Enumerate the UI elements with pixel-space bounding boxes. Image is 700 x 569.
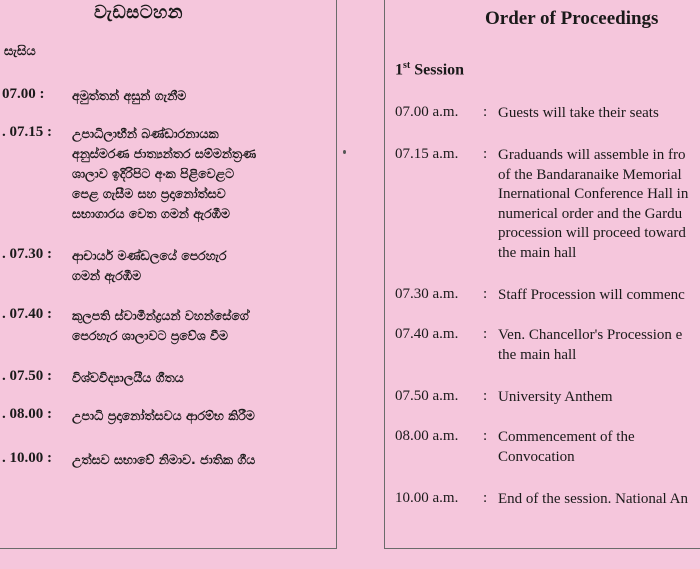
english-session-label <box>395 60 464 79</box>
desc-line: Graduands will assemble in fro <box>498 147 686 163</box>
desc-line: the main hall <box>498 346 577 363</box>
english-program-panel <box>384 0 700 549</box>
desc-line: ආචාර්ය මණ්ඩලයේ පෙරහැර <box>72 248 227 263</box>
desc-line: පෙළ ගැසීම සහ ප්‍රදානෝත්සව <box>72 186 226 201</box>
session-ordinal-suffix: st <box>403 60 411 71</box>
item-time: 07.15 a.m. <box>395 146 459 162</box>
item-time: 07.30 a.m. <box>395 286 459 302</box>
desc-line: විශ්වවිද්‍යාලයීය ගීතය <box>72 370 184 385</box>
desc-line: අමුත්තන් අසුන් ගැනීම <box>72 88 187 103</box>
session-word: Session <box>410 61 465 79</box>
item-description <box>72 368 312 388</box>
item-description <box>72 450 312 470</box>
desc-line: අනුස්මරණ ජාත්‍යන්තර සම්මන්ත්‍රණ <box>72 146 257 161</box>
item-time: . 07.15 : <box>2 124 52 140</box>
desc-line: Guests will take their seats <box>498 105 659 121</box>
item-time: . 07.50 : <box>2 368 52 384</box>
desc-line: පෙරහැර ශාලාවට ප්‍රවේශ වීම <box>72 328 229 343</box>
item-time: . 10.00 : <box>2 450 52 466</box>
item-time: 07.00 : <box>2 86 45 102</box>
desc-line: procession will proceed toward <box>498 225 686 241</box>
desc-line: Ven. Chancellor's Procession e <box>498 327 683 343</box>
item-time: 08.00 a.m. <box>395 428 459 444</box>
item-colon: : <box>483 326 488 342</box>
sinhala-session-label: සැසිය <box>4 44 36 59</box>
session-number: 1 <box>395 61 403 79</box>
item-time: 07.50 a.m. <box>395 388 459 404</box>
desc-line: Commencement of the <box>498 429 635 445</box>
item-colon: : <box>483 490 488 506</box>
item-description <box>498 104 700 124</box>
item-description <box>498 388 700 408</box>
item-colon: : <box>483 286 488 302</box>
item-colon: : <box>483 428 488 444</box>
item-time: . 07.40 : <box>2 306 52 322</box>
item-colon: : <box>483 146 488 162</box>
item-description <box>72 86 312 106</box>
desc-line: උපාධි ප්‍රදානෝත්සවය ආරම්භ කිරීම <box>72 408 255 423</box>
item-time: . 07.30 : <box>2 246 52 262</box>
desc-line: End of the session. National An <box>498 491 688 507</box>
desc-line: ශාලාව ඉදිරිපිට අංක පිළිවෙළට <box>72 166 235 181</box>
item-description <box>72 124 312 224</box>
desc-line: the main hall <box>498 244 577 261</box>
desc-line: Inernational Conference Hall in <box>498 186 689 202</box>
item-time: 07.40 a.m. <box>395 326 459 342</box>
desc-line: ගමන් ඇරඹීම <box>72 268 142 283</box>
desc-line: කුලපති ස්වාමීන්ද්‍රයන් වහන්සේගේ <box>72 308 249 323</box>
item-description <box>498 428 700 467</box>
item-description <box>498 286 700 306</box>
item-description <box>498 326 700 365</box>
item-time: 07.00 a.m. <box>395 104 459 120</box>
desc-line: numerical order and the Gardu <box>498 205 683 222</box>
desc-line: of the Bandaranaike Memorial <box>498 166 682 183</box>
english-title: Order of Proceedings <box>485 8 659 29</box>
item-time: 10.00 a.m. <box>395 490 459 506</box>
desc-line: උපාධිලාභීන් බණ්ඩාරනායක <box>72 126 219 141</box>
sinhala-title: වැඩසටහන <box>94 2 183 23</box>
item-description <box>498 146 700 263</box>
desc-line: University Anthem <box>498 389 613 405</box>
desc-line: සභාගාරය වෙත ගමන් ඇරඹීම <box>72 206 230 221</box>
item-description <box>72 246 312 286</box>
desc-line: Staff Procession will commenc <box>498 287 685 303</box>
paper-speck <box>343 150 346 154</box>
item-description <box>72 306 312 346</box>
desc-line: උත්සව සභාවේ නිමාව. ජාතික ගීය <box>72 452 256 467</box>
item-time: . 08.00 : <box>2 406 52 422</box>
sinhala-program-panel <box>0 0 337 549</box>
desc-line: Convocation <box>498 448 575 465</box>
item-description <box>498 490 700 510</box>
item-colon: : <box>483 104 488 120</box>
item-description <box>72 406 312 426</box>
item-colon: : <box>483 388 488 404</box>
